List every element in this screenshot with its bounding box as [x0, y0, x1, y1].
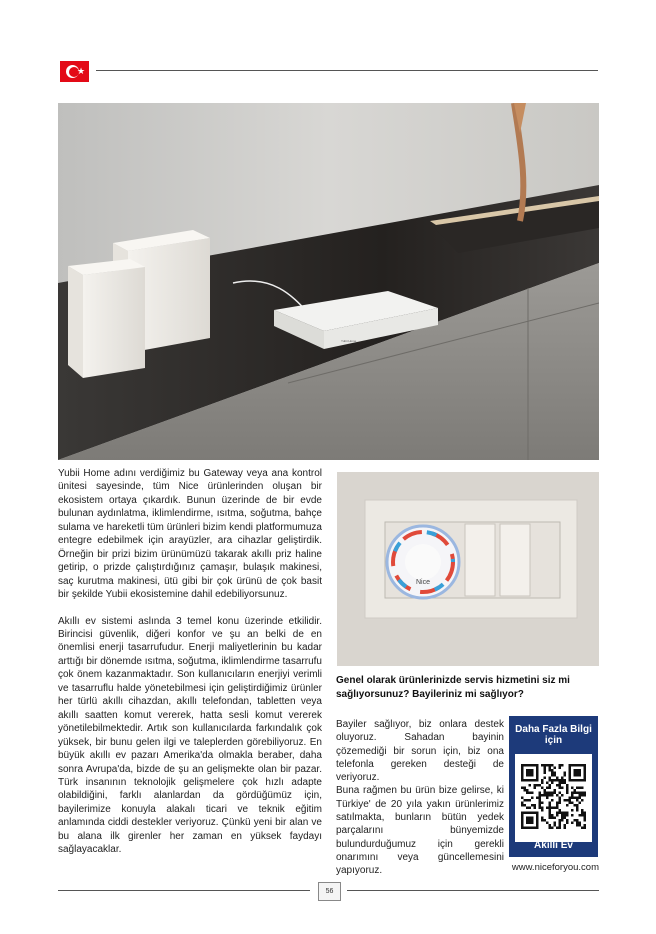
body-paragraph-2: Akıllı ev sistemi aslında 3 temel konu üzerinde etkilidir. Birincisi güvenlik, diğeri konfor ve şu an belki de en önemlisi enerji tasarrufudur. Enerji maliyetlerinin bu kadar arttığı bir dönemde ısıtma, soğutma, iklimlendirme tasarrufu çok önem kazanmaktadır. Son kullanıcıların enerjiyi verimli ve tasarruflu halde yönetebilmesi için geliştirdiğimiz ürünler her türlü akıllı cihazdan, akıllı telefondan, tabletten veya akıllı saatten komut vererek, hatta sesli komut vererek yönetilebilmektedir. Artık son kullanıcılarda farkındalık çok yüksek, bir bunu gelen ilgi ve taleplerden görebiliyoruz. En büyük akıllı ev pazarı Amerika'da olmakla beraber, daha sonra Avrupa'da, bizde de şu an gelişmekte olan bir pazar. Türk insanının teknolojik gelişmelere çok hızlı adapte olabildiğini, farklı alanlardan da gördüğümüz için, bayilerimize konuyla alakalı ticari ve teknik eğitim anlamında ciddi destekler veriyoruz. Çünkü yeni bir alan ve bu alana ilk girenler her zaman en yüksek faydayı sağlayacaklar.	[58, 615, 322, 856]
qr-title: Daha Fazla Bilgi için	[515, 724, 592, 746]
interview-question: Genel olarak ürünlerinizde servis hizmetini siz mi sağlıyorsunuz? Bayileriniz mi sağlıyor?	[336, 675, 570, 700]
body-paragraph-1: Yubii Home adını verdiğimiz bu Gateway veya ana kontrol ünitesi sayesinde, tüm Nice ürünlerinden oluşan bir ekosistem ortaya çıkardık. Bunun üzerinde de bir evde bulunan aydınlatma, iklimlendirme, ısıtma, soğutma, bahçe sulama ve hareketli tüm ürünleri bizim kendi platformumuza entegre edebilmek için arayüzler, ara cihazlar geliştirdik. Örneğin bir prizi bizim ürünümüzü takarak akıllı priz haline getirip, o prizde çalıştırdığınız çamaşır, bulaşık makinesi, saç kurutma makinesi, ütü gibi bir çok ürünü de çok basit bir şekilde Yubii ekosistemine dahil edebiliyorsunuz.	[58, 468, 322, 601]
device-label: Yubii Home	[341, 339, 357, 343]
turkey-flag-icon: ★	[60, 61, 89, 82]
answer-paragraph-2: Buna rağmen bu ürün bize gelirse, ki Türkiye' de 20 yıla yakın ürünlerimiz satılmakta, bunların bütün yedek parçalarını bünyemizde bulundurduğumuz için gerekli onarımını veya güncellemesini yapıyoruz.	[336, 785, 504, 877]
website-link[interactable]: www.niceforyou.com	[511, 862, 599, 873]
qr-label: Akıllı Ev	[534, 840, 573, 851]
article-body-left	[58, 467, 322, 870]
answer-paragraph-1: Bayiler sağlıyor, biz onlara destek oluyoruz. Sahadan bayinin çözemediği bir sorun için, biz ona telefonla gereken desteği de veriyoruz.	[336, 719, 504, 784]
page-number: 56	[318, 882, 341, 901]
qr-info-box	[509, 716, 598, 857]
gateway-on-shelf-photo	[58, 103, 599, 460]
header-divider	[96, 70, 598, 71]
interview-answer	[336, 718, 504, 878]
qr-code-icon[interactable]	[515, 754, 592, 842]
footer-divider-left	[58, 890, 310, 891]
footer-divider-right	[347, 890, 599, 891]
smart-plug-photo	[337, 472, 599, 666]
plug-brand: Nice	[415, 579, 431, 586]
